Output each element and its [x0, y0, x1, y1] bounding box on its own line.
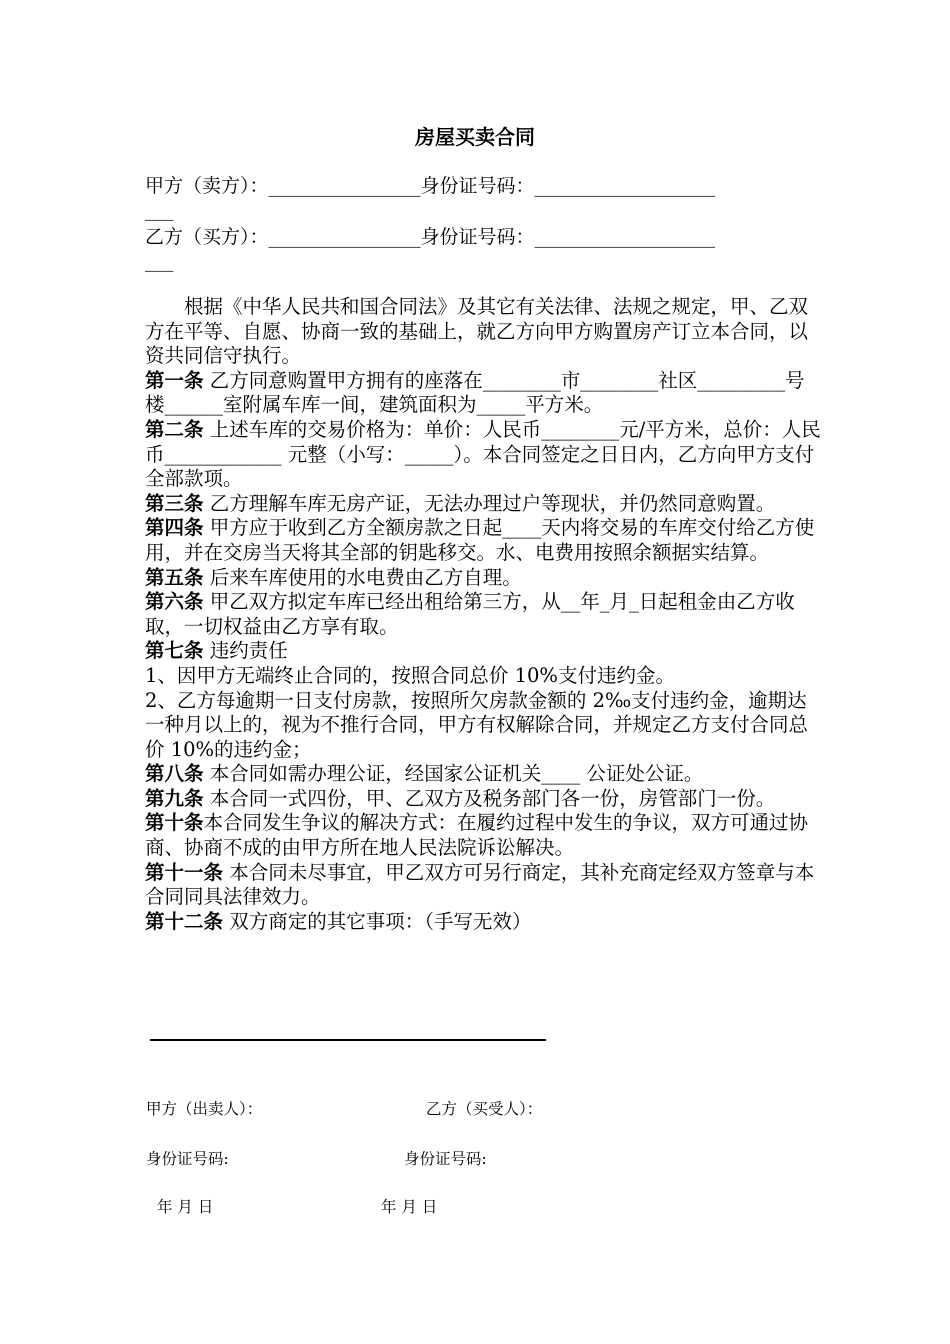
- article-label: 第二条: [145, 417, 204, 441]
- article-1: [145, 369, 823, 418]
- article-6: [145, 590, 823, 639]
- article-label: 第七条: [145, 639, 204, 663]
- article-text: 乙方同意购置甲方拥有的座落在________市________社区_________号楼______室附属车库一间，建筑面积为_____平方米。: [145, 368, 805, 417]
- buyer-date: 年 月 日: [381, 1198, 438, 1216]
- seller-date: 年 月 日: [157, 1198, 214, 1216]
- article-label: 第十二条: [145, 909, 224, 933]
- article-text: 本合同未尽事宜，甲乙双方可另行商定，其补充商定经双方签章与本合同同具法律效力。: [145, 860, 815, 909]
- buyer-party-line: [145, 222, 815, 276]
- article-label: 第八条: [145, 762, 204, 786]
- buyer-line-text: 乙方（买方）：________________身份证号码：___________________: [145, 226, 716, 248]
- intro-paragraph: 根据《中华人民共和国合同法》及其它有关法律、法规之规定，甲、乙双方在平等、自愿、协商一致的基础上，就乙方向甲方购置房产订立本合同，以资共同信守执行。: [145, 295, 809, 368]
- article-3: [145, 492, 823, 517]
- seller-party-line: [145, 171, 815, 225]
- article-8: [145, 762, 823, 787]
- article-text: 双方商定的其它事项：（手写无效）: [223, 909, 532, 933]
- seller-signature-label: 甲方（出卖人）：: [146, 1100, 263, 1118]
- article-label: 第十一条: [145, 860, 224, 884]
- seller-id-label: 身份证号码:: [146, 1150, 229, 1168]
- seller-line-wrap: ___: [145, 199, 174, 221]
- article-text: 乙方理解车库无房产证，无法办理过户等现状，并仍然同意购置。: [203, 491, 776, 515]
- article-label: 第一条: [145, 368, 204, 392]
- article-label: 第五条: [145, 565, 204, 589]
- article-text: 本合同如需办理公证，经国家公证机关____ 公证处公证。: [203, 762, 704, 786]
- buyer-line-wrap: ___: [145, 250, 174, 272]
- article-text: 甲乙双方拟定车库已经出租给第三方，从__年_月_日起租金由乙方收取，一切权益由乙方享有取。: [145, 590, 795, 638]
- article-label: 第九条: [145, 786, 204, 810]
- seller-line-text: 甲方（卖方）：________________身份证号码：___________________: [145, 175, 716, 197]
- article-7: [145, 639, 823, 664]
- article-2: [145, 418, 823, 492]
- document-title: 房屋买卖合同: [415, 125, 535, 149]
- article-text: 后来车库使用的水电费由乙方自理。: [203, 565, 522, 589]
- article-4: [145, 516, 823, 565]
- article-text: 本合同一式四份，甲、乙双方及税务部门各一份，房管部门一份。: [203, 786, 776, 810]
- article-label: 第四条: [145, 516, 204, 540]
- article-label: 第三条: [145, 491, 204, 515]
- article-text: 违约责任: [203, 639, 288, 663]
- article-12: [145, 910, 823, 935]
- article-text: 甲方应于收到乙方全额房款之日起____天内将交易的车库交付给乙方使用，并在交房当天将其全部的钥匙移交。水、电费用按照余额据实结算。: [145, 516, 815, 564]
- article-label: 第十条: [145, 811, 204, 835]
- other-matters-blank-line: [150, 1039, 546, 1041]
- penalty-clause-1: 1、因甲方无端终止合同的，按照合同总价 10%支付违约金。: [145, 663, 675, 687]
- article-text: 本合同发生争议的解决方式：在履约过程中发生的争议，双方可通过协商、协商不成的由甲方所在地人民法院诉讼解决。: [145, 811, 809, 860]
- article-5: [145, 566, 823, 591]
- article-text: 上述车库的交易价格为：单价：人民币________元/平方米，总价：人民币____________ 元整（小写：_____）。本合同签定之日日内，乙方向甲方支付全部款项。: [145, 417, 821, 491]
- article-label: 第六条: [145, 590, 204, 614]
- penalty-clause-2: 2、乙方每逾期一日支付房款，按照所欠房款金额的 2‰支付违约金，逾期达一种月以上的，视为不推行合同，甲方有权解除合同，并规定乙方支付合同总价 10%的违约金；: [145, 688, 809, 761]
- article-10: [145, 811, 823, 860]
- buyer-id-label: 身份证号码:: [404, 1150, 487, 1168]
- article-11: [145, 861, 823, 910]
- buyer-signature-label: 乙方（买受人）：: [426, 1100, 543, 1118]
- contract-body: [145, 295, 823, 934]
- article-9: [145, 787, 823, 812]
